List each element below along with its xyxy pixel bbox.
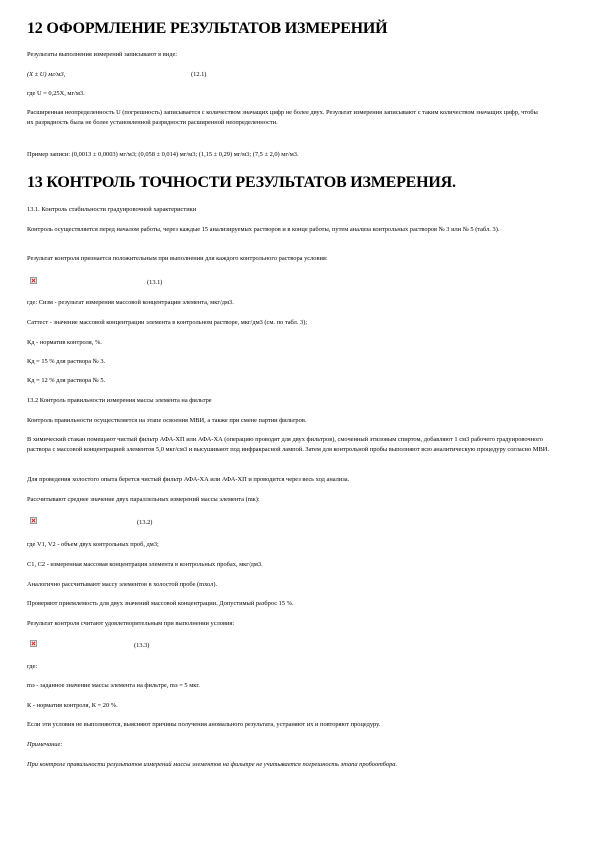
s132-paragraph-7: Результат контроля считают удовлетворительным при выполнении условия: [27, 620, 235, 627]
s132-concentrations: С1, С2 - измеренная массовая концентрация элемента в контрольных пробах, мкг/дм3. [27, 561, 263, 568]
kd-solution-5: Кд = 12 % для раствора № 5. [27, 377, 106, 384]
kd-norm: Кд - норматив контроля, %. [27, 339, 102, 346]
s133-where: где: [27, 663, 38, 670]
s132-paragraph-4: Рассчитывают среднее значение двух параллельных измерений массы элемента (mк): [27, 496, 260, 503]
s12-formula: (X ± U) мг/м3, [27, 71, 66, 78]
s132-title: 13.2 Контроль правильности измерения массы элемента на фильтре [27, 397, 212, 404]
s132-where: где V1, V2 - объем двух контрольных проб, дм3; [27, 541, 159, 548]
note-label: Примечание: [27, 741, 63, 748]
broken-image-icon [30, 277, 37, 284]
s12-paragraph: Расширенная неопределенность U (погрешность) записывается с количеством значащих цифр не более двух. Результат измерения записывают с таким количеством значащих цифр, чтобы их разрядность была не более установленной разрядности расширенной неопределенности. [27, 109, 538, 126]
note-text: При контроле правильности результатов измерений массы элементов на фильтре не учитывается погрешность этапа пробоотбора. [27, 761, 398, 768]
s132-paragraph-1: Контроль правильности осуществляется на этапе освоения МВИ, а также при смене партии фильтров. [27, 417, 307, 424]
kd-solution-3: Кд = 15 % для раствора № 3. [27, 358, 106, 365]
eq131-number: (13.1) [147, 279, 163, 286]
s133-mass: mэ - заданное значение массы элемента на фильтре, mэ = 5 мкг. [27, 682, 200, 689]
section-12-heading: 12 ОФОРМЛЕНИЕ РЕЗУЛЬТАТОВ ИЗМЕРЕНИЙ [27, 20, 388, 37]
s131-title: 13.1. Контроль стабильности градуировочной характеристики [27, 206, 197, 213]
section-13-heading: 13 КОНТРОЛЬ ТОЧНОСТИ РЕЗУЛЬТАТОВ ИЗМЕРЕНИЯ. [27, 174, 456, 191]
s12-intro: Результаты выполнения измерений записывают в виде: [27, 51, 178, 58]
s133-paragraph: Если эти условия не выполняются, выясняют причины получения аномального результата, устраняют их и повторяют процедуру. [27, 721, 381, 728]
broken-image-icon [30, 517, 37, 524]
s131-paragraph-2: Результат контроля признается положительным при выполнении для каждого контрольного раствора условия: [27, 255, 328, 262]
eq133-number: (13.3) [134, 642, 150, 649]
s132-paragraph-2: В химический стакан помещают чистый фильтр АФА-ХП или АФА-ХА (операцию проводят для двух фильтров), смоченный этиловым спиртом, добавляют 1 см3 рабочего градуировочного раствора с массовой концентрацией элементов 5,0 мкг/см3 и высушивают под инфракрасной лампой. Затем для контрольной пробы выполняют всю аналитическую процедуру согласно МВИ. [27, 436, 549, 453]
eq132-number: (13.2) [137, 519, 153, 526]
s131-paragraph-1: Контроль осуществляется перед началом работы, через каждые 15 анализируемых растворов и в конце работы, путем анализа контрольных растворов № 3 или № 5 (табл. 3). [27, 226, 500, 233]
s132-paragraph-6: Проверяют приемлемость для двух значений массовой концентрации. Допустимый разброс 15 %. [27, 600, 294, 607]
s131-cattest: Саттест - значение массовой концентрации элемента в контрольном растворе, мкг/дм3 (см. по табл. 3); [27, 319, 308, 326]
s12-where: где U = 0,25X, мг/м3. [27, 90, 85, 97]
s132-paragraph-5: Аналогично рассчитывают массу элементов в холостой пробе (mхол). [27, 581, 218, 588]
s131-where: где: Сизм - результат измерения массовой концентрации элемента, мкг/дм3. [27, 299, 234, 306]
broken-image-icon [30, 640, 37, 647]
s132-paragraph-3: Для проведения холостого опыта берется чистый фильтр АФА-ХА или АФА-ХП и проводится через весь ход анализа. [27, 476, 350, 483]
s12-example: Пример записи: (0,0013 ± 0,0003) мг/м3; (0,058 ± 0,014) мг/м3; (1,15 ± 0,29) мг/м3; (7,5 ± 2,0) мг/м3. [27, 151, 299, 158]
s133-k-norm: К - норматив контроля, К = 20 %. [27, 702, 118, 709]
s12-formula-number: (12.1) [191, 71, 207, 78]
